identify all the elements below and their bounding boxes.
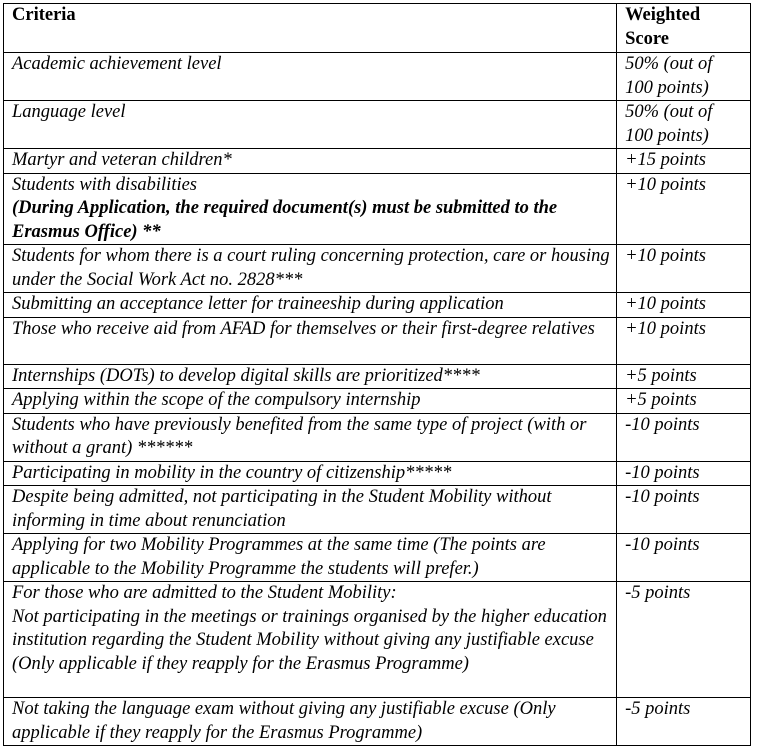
criteria-cell: Submitting an acceptance letter for traineeship during application xyxy=(4,293,617,318)
criteria-cell: Those who receive aid from AFAD for themselves or their first-degree relatives xyxy=(4,317,617,364)
criteria-cell: Students for whom there is a court ruling concerning protection, care or housing under the Social Work Act no. 2828*** xyxy=(4,245,617,293)
table-row xyxy=(4,53,751,101)
table-row xyxy=(4,245,751,293)
score-cell: -10 points xyxy=(617,461,751,486)
table-row xyxy=(4,173,751,245)
criteria-note: (During Application, the required document(s) must be submitted to the Erasmus Office) ** xyxy=(12,198,558,242)
table-row xyxy=(4,698,751,746)
criteria-text: Students with disabilities xyxy=(12,174,198,195)
criteria-text-continued: Not participating in the meetings or trainings organised by the higher education institution regarding the Student Mobility without giving any justifiable excuse (Only applicable if they reapply for the Erasmus Programme) xyxy=(12,606,607,674)
criteria-cell: Despite being admitted, not participating in the Student Mobility without informing in time about renunciation xyxy=(4,486,617,534)
criteria-cell: Applying for two Mobility Programmes at the same time (The points are applicable to the Mobility Programme the students will prefer.) xyxy=(4,534,617,582)
score-cell: -5 points xyxy=(617,582,751,698)
table-row xyxy=(4,486,751,534)
table-row xyxy=(4,364,751,389)
criteria-table xyxy=(3,3,751,746)
criteria-cell: Students who have previously benefited from the same type of project (with or without a grant) ****** xyxy=(4,413,617,461)
score-cell: +10 points xyxy=(617,245,751,293)
header-criteria: Criteria xyxy=(4,4,617,53)
criteria-cell: Martyr and veteran children* xyxy=(4,149,617,174)
score-cell: +5 points xyxy=(617,389,751,414)
criteria-cell: Not taking the language exam without giving any justifiable excuse (Only applicable if they reapply for the Erasmus Programme) xyxy=(4,698,617,746)
criteria-text: For those who are admitted to the Student Mobility: xyxy=(12,583,397,603)
score-cell: -10 points xyxy=(617,534,751,582)
table-row xyxy=(4,413,751,461)
table-row xyxy=(4,389,751,414)
header-weighted-score: Weighted Score xyxy=(617,4,751,53)
table-row xyxy=(4,293,751,318)
table-row xyxy=(4,101,751,149)
score-cell: 50% (out of 100 points) xyxy=(617,53,751,101)
score-cell: -10 points xyxy=(617,413,751,461)
table-header-row xyxy=(4,4,751,53)
score-cell: 50% (out of 100 points) xyxy=(617,101,751,149)
criteria-cell: Academic achievement level xyxy=(4,53,617,101)
table-row xyxy=(4,534,751,582)
criteria-cell: Language level xyxy=(4,101,617,149)
score-cell: +5 points xyxy=(617,364,751,389)
criteria-cell: Participating in mobility in the country of citizenship***** xyxy=(4,461,617,486)
table-row xyxy=(4,149,751,174)
criteria-cell xyxy=(4,173,617,245)
criteria-cell: Applying within the scope of the compulsory internship xyxy=(4,389,617,414)
score-cell: +10 points xyxy=(617,173,751,245)
table-row xyxy=(4,582,751,698)
score-cell: +15 points xyxy=(617,149,751,174)
table-row xyxy=(4,461,751,486)
criteria-cell: Internships (DOTs) to develop digital skills are prioritized**** xyxy=(4,364,617,389)
table-row xyxy=(4,317,751,364)
score-cell: +10 points xyxy=(617,317,751,364)
score-cell: -10 points xyxy=(617,486,751,534)
score-cell: +10 points xyxy=(617,293,751,318)
criteria-cell xyxy=(4,582,617,698)
score-cell: -5 points xyxy=(617,698,751,746)
